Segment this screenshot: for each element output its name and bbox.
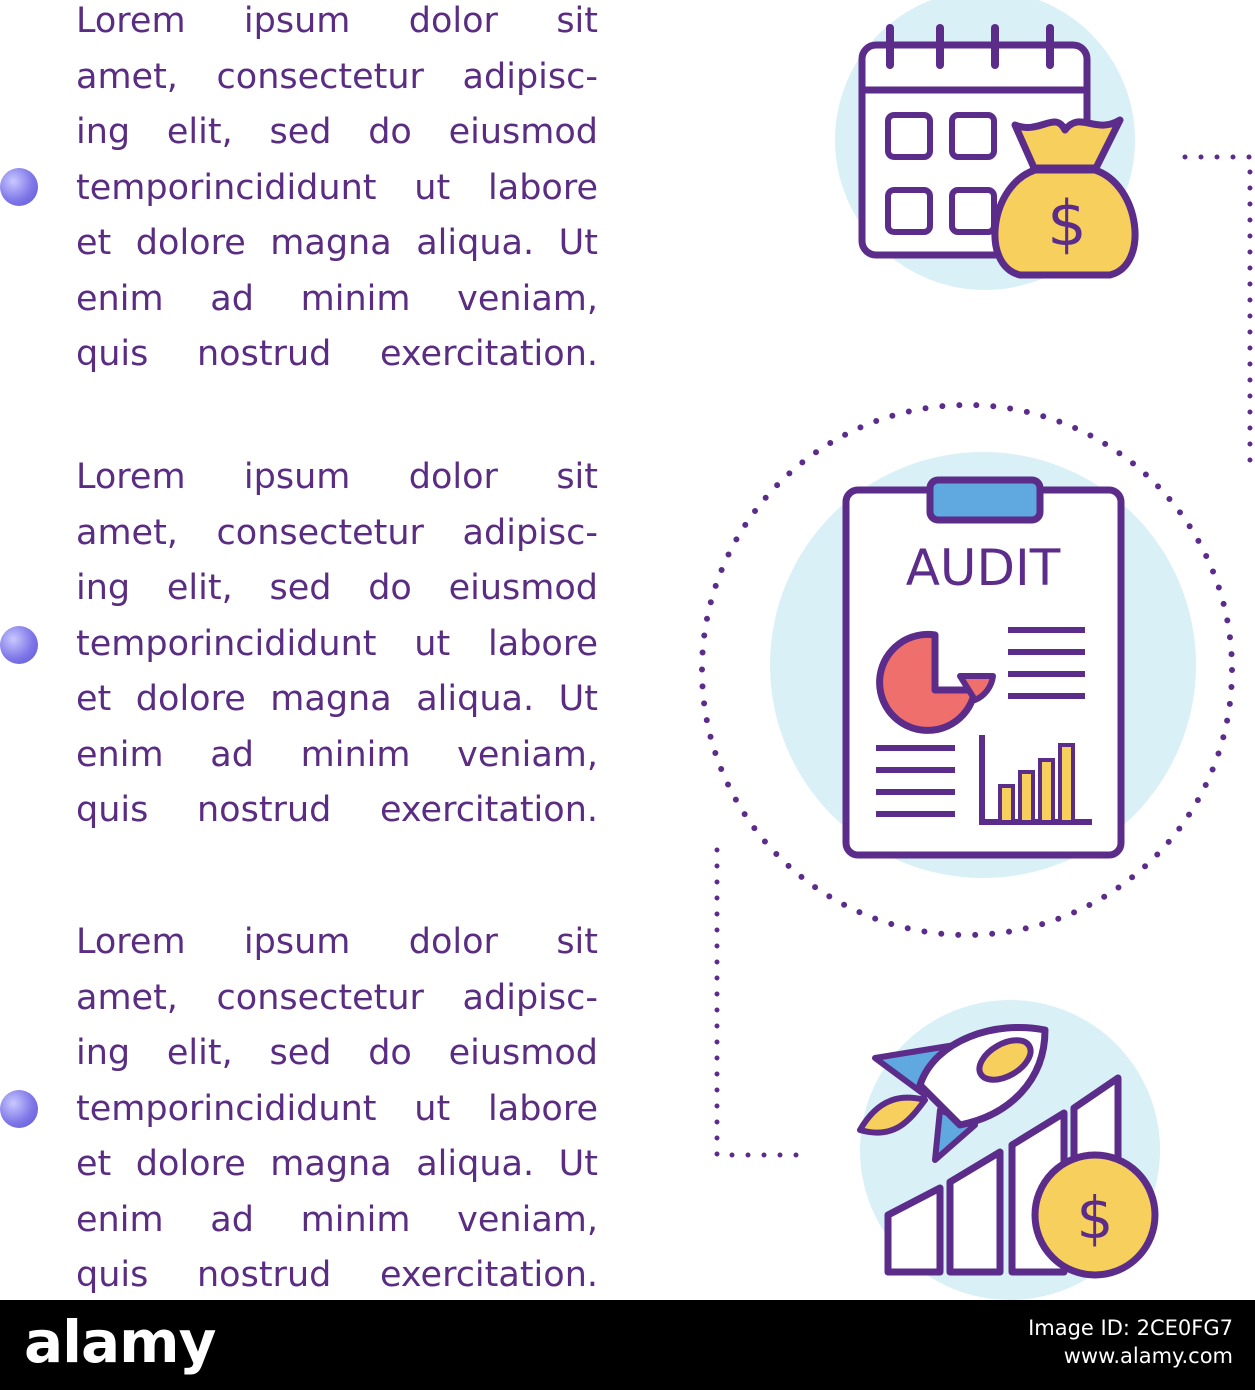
connector-top bbox=[1185, 157, 1250, 470]
paragraph-2: Lorem ipsum dolor sit amet, consectetur adipisc- ing elit, sed do eiusmod temporincididunt ut labore et dolore magna aliqua. Ut enim ad minim veniam, quis nostrud exercitation. bbox=[76, 457, 598, 830]
coin-dollar-sign: $ bbox=[1076, 1184, 1114, 1252]
image-id-text: Image ID: 2CE0FG7 bbox=[1028, 1316, 1233, 1340]
image-id-block bbox=[1028, 1314, 1233, 1370]
alamy-logo: alamy bbox=[24, 1308, 216, 1376]
paragraph-3: Lorem ipsum dolor sit amet, consectetur adipisc- ing elit, sed do eiusmod temporincididunt ut labore et dolore magna aliqua. Ut enim ad minim veniam, quis nostrud exercitation. bbox=[76, 922, 598, 1295]
audit-label: AUDIT bbox=[905, 539, 1061, 597]
stock-footer-bar bbox=[0, 1300, 1255, 1390]
paragraph-1: Lorem ipsum dolor sit amet, consectetur adipisc- ing elit, sed do eiusmod temporincididunt ut labore et dolore magna aliqua. Ut enim ad minim veniam, quis nostrud exercitation. bbox=[76, 1, 598, 374]
connector-bottom bbox=[717, 850, 805, 1155]
audit-clipboard-icon bbox=[702, 405, 1232, 935]
rocket-growth-chart-icon bbox=[860, 1000, 1160, 1300]
site-url: www.alamy.com bbox=[1063, 1344, 1233, 1368]
calendar-money-bag-icon bbox=[835, 0, 1135, 290]
money-bag-dollar-sign: $ bbox=[1047, 187, 1087, 260]
